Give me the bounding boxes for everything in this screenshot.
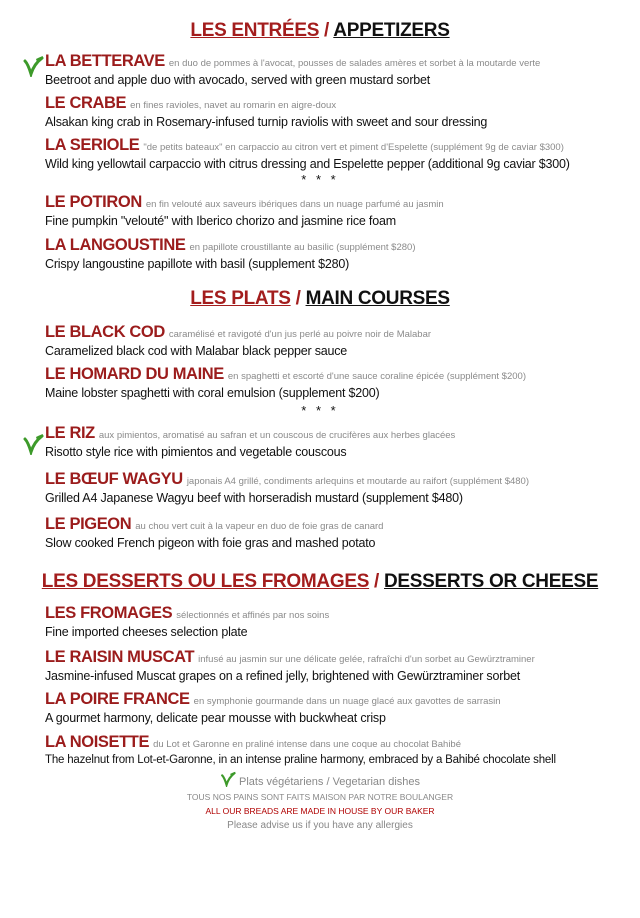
dish-name: LA BETTERAVE xyxy=(45,52,165,70)
dish-description-en: A gourmet harmony, delicate pear mousse with buckwheat crisp xyxy=(45,711,386,725)
heading-fr: LES ENTRÉES xyxy=(190,20,320,41)
dish-description-fr: "de petits bateaux" en carpaccio au citron vert et piment d'Espelette (supplément 9g de caviar $300) xyxy=(143,142,564,153)
dish-description-en: Maine lobster spaghetti with coral emulsion (supplement $200) xyxy=(45,386,380,400)
dish-name: LE BLACK COD xyxy=(45,323,165,341)
dish-black-cod xyxy=(45,323,625,358)
dish-description-fr: japonais A4 grillé, condiments arlequins et moutarde au raifort (supplément $480) xyxy=(186,476,530,487)
dish-description-fr: en fines ravioles, navet au romarin en aigre-doux xyxy=(130,100,337,111)
course-divider-stars: * * * xyxy=(301,172,339,187)
menu-footer xyxy=(0,771,640,831)
dish-name: LE RAISIN MUSCAT xyxy=(45,648,195,666)
dish-noisette xyxy=(45,733,625,766)
dish-description-en: Slow cooked French pigeon with foie gras and mashed potato xyxy=(45,536,376,550)
heading-fr: LES DESSERTS OU LES FROMAGES xyxy=(41,571,370,592)
heading-en: MAIN COURSES xyxy=(305,288,450,309)
vegetarian-legend xyxy=(0,771,640,788)
section-heading-desserts xyxy=(0,571,640,593)
dish-name: LA LANGOUSTINE xyxy=(45,236,186,254)
dish-name: LE POTIRON xyxy=(45,193,142,211)
vegetarian-leaf-icon xyxy=(220,771,236,787)
dish-langoustine xyxy=(45,236,625,271)
dish-description-fr: infusé au jasmin sur une délicate gelée, rafraîchi d'un sorbet au Gewürztraminer xyxy=(198,654,535,665)
dish-poire xyxy=(45,690,625,725)
dish-description-fr: aux pimientos, aromatisé au safran et un couscous de crucifères aux herbes glacées xyxy=(98,430,456,441)
dish-description-fr: du Lot et Garonne en praliné intense dans une coque au chocolat Bahibé xyxy=(153,739,462,750)
dish-description-fr: en duo de pommes à l'avocat, pousses de salades amères et sorbet à la moutarde verte xyxy=(168,58,541,69)
dish-raisin-muscat xyxy=(45,648,625,683)
dish-description-en: Jasmine-infused Muscat grapes on a refined jelly, brightened with Gewürztraminer sorbet xyxy=(45,669,520,683)
dish-name: LE CRABE xyxy=(45,94,127,112)
dish-description-en: Fine imported cheeses selection plate xyxy=(45,625,248,639)
section-heading-mains xyxy=(0,288,640,310)
course-divider-stars: * * * xyxy=(301,403,339,418)
dish-description-fr: en symphonie gourmande dans un nuage glacé aux gavottes de sarrasin xyxy=(193,696,501,707)
heading-separator: / xyxy=(290,288,306,309)
heading-en: APPETIZERS xyxy=(333,20,450,41)
dish-betterave xyxy=(45,52,625,87)
dish-homard xyxy=(45,365,625,400)
dish-name: LA POIRE FRANCE xyxy=(45,690,190,708)
dish-name: LA NOISETTE xyxy=(45,733,150,751)
dish-description-fr: en spaghetti et escorté d'une sauce coraline épicée (supplément $200) xyxy=(227,371,526,382)
dish-crabe xyxy=(45,94,625,129)
dish-description-fr: en fin velouté aux saveurs ibériques dans un nuage parfumé au jasmin xyxy=(145,199,444,210)
vegetarian-leaf-icon xyxy=(22,55,44,77)
dish-fromages xyxy=(45,604,625,639)
dish-name: LE RIZ xyxy=(45,424,95,442)
vegetarian-leaf-icon xyxy=(22,433,44,455)
dish-name: LE HOMARD DU MAINE xyxy=(45,365,224,383)
dish-description-en: Fine pumpkin "velouté" with Iberico chorizo and jasmine rice foam xyxy=(45,214,396,228)
dish-description-en: Risotto style rice with pimientos and vegetable couscous xyxy=(45,445,347,459)
dish-description-en: Beetroot and apple duo with avocado, served with green mustard sorbet xyxy=(45,73,431,87)
bread-note-en: ALL OUR BREADS ARE MADE IN HOUSE BY OUR BAKER xyxy=(205,806,435,816)
bread-note-fr: TOUS NOS PAINS SONT FAITS MAISON PAR NOTRE BOULANGER xyxy=(186,792,454,802)
dish-potiron xyxy=(45,193,625,228)
dish-pigeon xyxy=(45,515,625,550)
heading-en: DESSERTS OR CHEESE xyxy=(384,571,599,592)
dish-description-fr: caramélisé et ravigoté d'un jus perlé au poivre noir de Malabar xyxy=(168,329,432,340)
heading-separator: / xyxy=(369,571,385,592)
dish-description-en: Wild king yellowtail carpaccio with citrus dressing and Espelette pepper (additional 9g caviar $300) xyxy=(45,157,570,171)
heading-fr: LES PLATS xyxy=(190,288,291,309)
dish-description-en: Caramelized black cod with Malabar black pepper sauce xyxy=(45,344,348,358)
allergy-note: Please advise us if you have any allergies xyxy=(227,820,413,831)
dish-name: LE PIGEON xyxy=(45,515,132,533)
dish-description-en: The hazelnut from Lot-et-Garonne, in an intense praline harmony, embraced by a Bahibé chocolate shell xyxy=(45,754,556,766)
dish-seriole xyxy=(45,136,625,171)
dish-description-en: Crispy langoustine papillote with basil (supplement $280) xyxy=(45,257,350,271)
dish-name: LE BŒUF WAGYU xyxy=(45,470,183,488)
heading-separator: / xyxy=(319,20,334,41)
dish-name: LES FROMAGES xyxy=(45,604,173,622)
dish-description-fr: sélectionnés et affinés par nos soins xyxy=(176,610,330,621)
section-heading-appetizers xyxy=(0,20,640,42)
dish-description-fr: au chou vert cuit à la vapeur en duo de foie gras de canard xyxy=(135,521,384,532)
dish-riz xyxy=(45,424,625,459)
dish-wagyu xyxy=(45,470,625,505)
dish-description-en: Alsakan king crab in Rosemary-infused turnip raviolis with sweet and sour dressing xyxy=(45,115,488,129)
dish-description-en: Grilled A4 Japanese Wagyu beef with horseradish mustard (supplement $480) xyxy=(45,491,463,505)
vegetarian-legend-text: Plats végétariens / Vegetarian dishes xyxy=(239,776,421,788)
dish-description-fr: en papillote croustillante au basilic (supplément $280) xyxy=(189,242,416,253)
dish-name: LA SERIOLE xyxy=(45,136,140,154)
